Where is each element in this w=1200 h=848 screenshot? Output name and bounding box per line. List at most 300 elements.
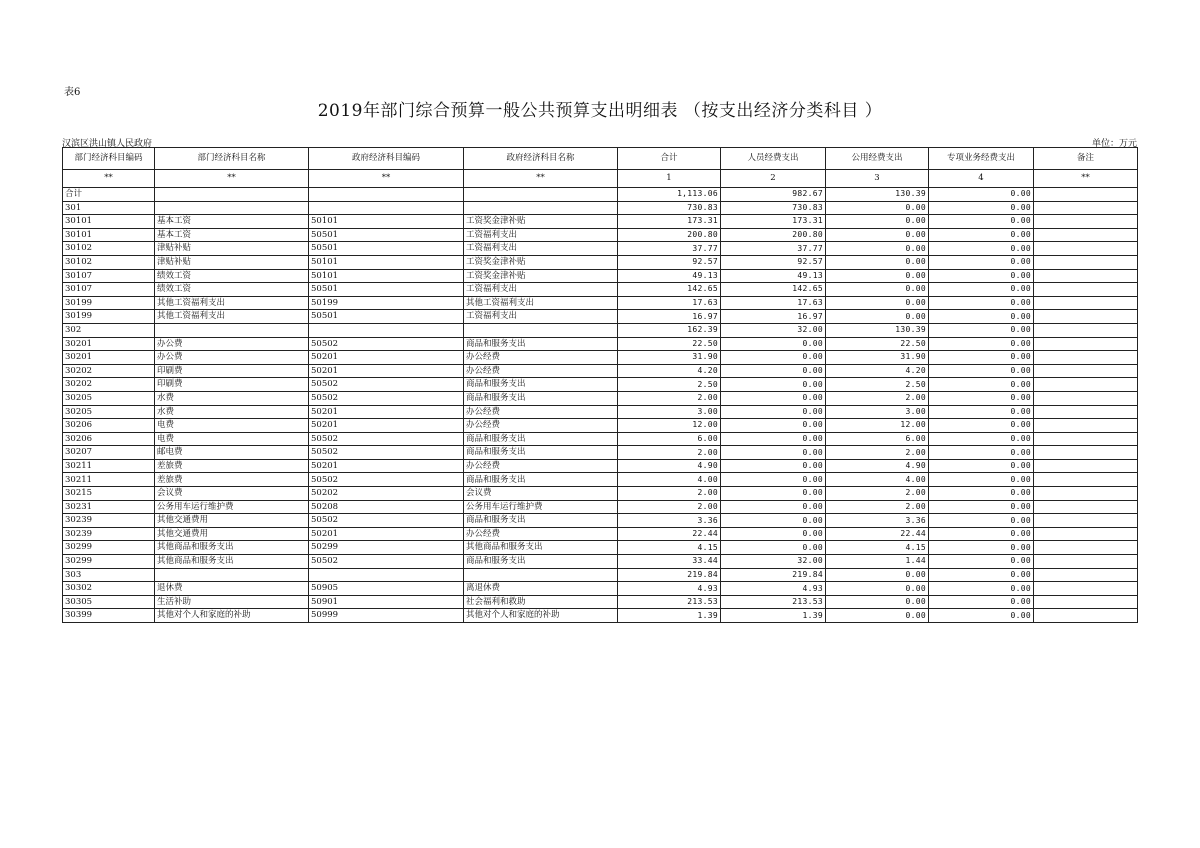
note-cell: [1034, 215, 1138, 229]
personnel-cell: 32.00: [721, 555, 826, 569]
note-cell: [1034, 527, 1138, 541]
note-cell: [1034, 473, 1138, 487]
personnel-cell: 173.31: [721, 215, 826, 229]
table-row: [63, 283, 1138, 297]
table-row: [63, 500, 1138, 514]
total-cell: 1.39: [618, 609, 721, 623]
gov-code-cell: 50201: [309, 351, 464, 365]
gov-name-cell: 办公经费: [464, 527, 618, 541]
personnel-cell: 0.00: [721, 378, 826, 392]
public-cell: 130.39: [826, 188, 929, 202]
gov-code-cell: 50201: [309, 459, 464, 473]
total-cell: 6.00: [618, 432, 721, 446]
gov-code-cell: 50201: [309, 527, 464, 541]
special-cell: 0.00: [929, 446, 1034, 460]
special-cell: 0.00: [929, 283, 1034, 297]
public-cell: 4.20: [826, 364, 929, 378]
dept-code-cell: 30199: [63, 296, 155, 310]
public-cell: 2.00: [826, 487, 929, 501]
personnel-cell: 0.00: [721, 500, 826, 514]
special-cell: 0.00: [929, 323, 1034, 337]
special-cell: 0.00: [929, 487, 1034, 501]
special-cell: 0.00: [929, 514, 1034, 528]
dept-name-cell: 办公费: [155, 337, 309, 351]
gov-name-cell: 商品和服务支出: [464, 514, 618, 528]
dept-name-cell: [155, 201, 309, 215]
gov-code-cell: 50501: [309, 283, 464, 297]
dept-name-cell: 邮电费: [155, 446, 309, 460]
total-cell: 22.44: [618, 527, 721, 541]
total-cell: 173.31: [618, 215, 721, 229]
dept-code-cell: 30399: [63, 609, 155, 623]
dept-code-cell: 30299: [63, 555, 155, 569]
table-row: [63, 269, 1138, 283]
column-index: **: [1034, 170, 1138, 188]
total-cell: 92.57: [618, 255, 721, 269]
personnel-cell: 0.00: [721, 514, 826, 528]
gov-name-cell: 工资奖金津补贴: [464, 269, 618, 283]
table-row: [63, 337, 1138, 351]
total-cell: 213.53: [618, 595, 721, 609]
table-row: [63, 255, 1138, 269]
total-cell: 2.00: [618, 446, 721, 460]
personnel-cell: 0.00: [721, 364, 826, 378]
dept-code-cell: 30202: [63, 364, 155, 378]
column-index: 3: [826, 170, 929, 188]
total-cell: 162.39: [618, 323, 721, 337]
gov-name-cell: 商品和服务支出: [464, 378, 618, 392]
note-cell: [1034, 582, 1138, 596]
table-row: [63, 364, 1138, 378]
special-cell: 0.00: [929, 419, 1034, 433]
dept-name-cell: 其他工资福利支出: [155, 296, 309, 310]
special-cell: 0.00: [929, 201, 1034, 215]
total-cell: 16.97: [618, 310, 721, 324]
table-row: [63, 446, 1138, 460]
special-cell: 0.00: [929, 364, 1034, 378]
budget-detail-table: [62, 147, 1138, 623]
note-cell: [1034, 514, 1138, 528]
dept-name-cell: 绩效工资: [155, 283, 309, 297]
personnel-cell: 142.65: [721, 283, 826, 297]
gov-code-cell: [309, 323, 464, 337]
note-cell: [1034, 391, 1138, 405]
personnel-cell: 0.00: [721, 432, 826, 446]
table-row: [63, 242, 1138, 256]
dept-code-cell: 30107: [63, 283, 155, 297]
table-row: [63, 459, 1138, 473]
special-cell: 0.00: [929, 378, 1034, 392]
personnel-cell: 982.67: [721, 188, 826, 202]
gov-code-cell: 50501: [309, 242, 464, 256]
note-cell: [1034, 446, 1138, 460]
gov-name-cell: 商品和服务支出: [464, 432, 618, 446]
table-row: [63, 595, 1138, 609]
gov-name-cell: 工资奖金津补贴: [464, 215, 618, 229]
note-cell: [1034, 364, 1138, 378]
gov-name-cell: 办公经费: [464, 419, 618, 433]
table-row: [63, 527, 1138, 541]
dept-code-cell: 30211: [63, 459, 155, 473]
special-cell: 0.00: [929, 242, 1034, 256]
total-cell: 4.93: [618, 582, 721, 596]
column-index-row: [63, 170, 1138, 188]
dept-name-cell: 其他商品和服务支出: [155, 541, 309, 555]
gov-code-cell: 50502: [309, 337, 464, 351]
special-cell: 0.00: [929, 337, 1034, 351]
dept-name-cell: 水费: [155, 391, 309, 405]
public-cell: 3.00: [826, 405, 929, 419]
public-cell: 0.00: [826, 310, 929, 324]
gov-name-cell: 其他工资福利支出: [464, 296, 618, 310]
note-cell: [1034, 337, 1138, 351]
column-header: 人员经费支出: [721, 148, 826, 170]
gov-name-cell: 工资福利支出: [464, 242, 618, 256]
public-cell: 0.00: [826, 609, 929, 623]
table-row: [63, 310, 1138, 324]
gov-code-cell: [309, 188, 464, 202]
total-cell: 31.90: [618, 351, 721, 365]
gov-code-cell: 50502: [309, 514, 464, 528]
note-cell: [1034, 228, 1138, 242]
dept-code-cell: 30102: [63, 242, 155, 256]
total-cell: 37.77: [618, 242, 721, 256]
dept-code-cell: 30206: [63, 432, 155, 446]
special-cell: 0.00: [929, 459, 1034, 473]
note-cell: [1034, 419, 1138, 433]
special-cell: 0.00: [929, 310, 1034, 324]
gov-name-cell: 商品和服务支出: [464, 555, 618, 569]
dept-name-cell: 会议费: [155, 487, 309, 501]
column-index: 2: [721, 170, 826, 188]
personnel-cell: 37.77: [721, 242, 826, 256]
table-row: [63, 568, 1138, 582]
dept-code-cell: 30239: [63, 527, 155, 541]
public-cell: 2.50: [826, 378, 929, 392]
personnel-cell: 0.00: [721, 391, 826, 405]
total-cell: 3.00: [618, 405, 721, 419]
dept-name-cell: 绩效工资: [155, 269, 309, 283]
dept-code-cell: 303: [63, 568, 155, 582]
public-cell: 0.00: [826, 269, 929, 283]
public-cell: 4.15: [826, 541, 929, 555]
table-row: [63, 405, 1138, 419]
dept-name-cell: 差旅费: [155, 473, 309, 487]
special-cell: 0.00: [929, 228, 1034, 242]
special-cell: 0.00: [929, 541, 1034, 555]
public-cell: 0.00: [826, 201, 929, 215]
note-cell: [1034, 487, 1138, 501]
gov-name-cell: [464, 188, 618, 202]
column-header: 政府经济科目编码: [309, 148, 464, 170]
special-cell: 0.00: [929, 609, 1034, 623]
total-cell: 200.80: [618, 228, 721, 242]
note-cell: [1034, 541, 1138, 555]
dept-code-cell: 30231: [63, 500, 155, 514]
table-row: [63, 487, 1138, 501]
special-cell: 0.00: [929, 188, 1034, 202]
total-cell: 142.65: [618, 283, 721, 297]
personnel-cell: 92.57: [721, 255, 826, 269]
public-cell: 0.00: [826, 215, 929, 229]
special-cell: 0.00: [929, 582, 1034, 596]
personnel-cell: 0.00: [721, 419, 826, 433]
personnel-cell: 219.84: [721, 568, 826, 582]
note-cell: [1034, 378, 1138, 392]
table-row: [63, 188, 1138, 202]
gov-code-cell: 50501: [309, 310, 464, 324]
dept-name-cell: 公务用车运行维护费: [155, 500, 309, 514]
gov-name-cell: 工资福利支出: [464, 310, 618, 324]
gov-code-cell: 50101: [309, 215, 464, 229]
column-header: 合计: [618, 148, 721, 170]
personnel-cell: 0.00: [721, 351, 826, 365]
gov-name-cell: 办公经费: [464, 351, 618, 365]
total-cell: 33.44: [618, 555, 721, 569]
table-number: 表6: [64, 87, 81, 98]
gov-code-cell: 50502: [309, 391, 464, 405]
dept-code-cell: 30207: [63, 446, 155, 460]
dept-name-cell: [155, 568, 309, 582]
public-cell: 2.00: [826, 391, 929, 405]
personnel-cell: 0.00: [721, 473, 826, 487]
dept-name-cell: 基本工资: [155, 215, 309, 229]
note-cell: [1034, 242, 1138, 256]
public-cell: 0.00: [826, 568, 929, 582]
table-row: [63, 296, 1138, 310]
currency-unit-label: 单位：万元: [1091, 139, 1137, 149]
dept-code-cell: 30107: [63, 269, 155, 283]
dept-name-cell: 电费: [155, 419, 309, 433]
gov-code-cell: 50208: [309, 500, 464, 514]
note-cell: [1034, 201, 1138, 215]
dept-code-cell: 30206: [63, 419, 155, 433]
table-row: [63, 541, 1138, 555]
public-cell: 0.00: [826, 228, 929, 242]
public-cell: 0.00: [826, 296, 929, 310]
table-row: [63, 378, 1138, 392]
gov-code-cell: 50201: [309, 364, 464, 378]
table-row: [63, 514, 1138, 528]
dept-code-cell: 30305: [63, 595, 155, 609]
column-index: 1: [618, 170, 721, 188]
gov-name-cell: 商品和服务支出: [464, 473, 618, 487]
total-cell: 2.00: [618, 391, 721, 405]
dept-name-cell: 电费: [155, 432, 309, 446]
public-cell: 22.44: [826, 527, 929, 541]
column-index: **: [309, 170, 464, 188]
personnel-cell: 17.63: [721, 296, 826, 310]
gov-name-cell: 办公经费: [464, 405, 618, 419]
dept-name-cell: 印刷费: [155, 364, 309, 378]
total-cell: 12.00: [618, 419, 721, 433]
public-cell: 2.00: [826, 500, 929, 514]
public-cell: 130.39: [826, 323, 929, 337]
table-row: [63, 323, 1138, 337]
total-cell: 2.00: [618, 500, 721, 514]
gov-code-cell: 50199: [309, 296, 464, 310]
column-header: 公用经费支出: [826, 148, 929, 170]
total-cell: 3.36: [618, 514, 721, 528]
gov-code-cell: 50101: [309, 255, 464, 269]
public-cell: 4.90: [826, 459, 929, 473]
public-cell: 12.00: [826, 419, 929, 433]
gov-name-cell: 离退休费: [464, 582, 618, 596]
public-cell: 1.44: [826, 555, 929, 569]
gov-code-cell: 50905: [309, 582, 464, 596]
public-cell: 22.50: [826, 337, 929, 351]
gov-code-cell: [309, 201, 464, 215]
gov-code-cell: 50502: [309, 432, 464, 446]
note-cell: [1034, 351, 1138, 365]
dept-code-cell: 30205: [63, 391, 155, 405]
special-cell: 0.00: [929, 296, 1034, 310]
dept-code-cell: 301: [63, 201, 155, 215]
gov-code-cell: 50901: [309, 595, 464, 609]
gov-name-cell: [464, 568, 618, 582]
special-cell: 0.00: [929, 269, 1034, 283]
special-cell: 0.00: [929, 500, 1034, 514]
table-row: [63, 473, 1138, 487]
note-cell: [1034, 255, 1138, 269]
total-cell: 730.83: [618, 201, 721, 215]
table-row: [63, 201, 1138, 215]
dept-code-cell: 30101: [63, 228, 155, 242]
gov-code-cell: 50101: [309, 269, 464, 283]
personnel-cell: 0.00: [721, 487, 826, 501]
gov-code-cell: 50502: [309, 378, 464, 392]
note-cell: [1034, 568, 1138, 582]
total-cell: 1,113.06: [618, 188, 721, 202]
dept-name-cell: 退休费: [155, 582, 309, 596]
gov-name-cell: 其他对个人和家庭的补助: [464, 609, 618, 623]
total-cell: 49.13: [618, 269, 721, 283]
public-cell: 4.00: [826, 473, 929, 487]
note-cell: [1034, 459, 1138, 473]
page-title: 2019年部门综合预算一般公共预算支出明细表 （按支出经济分类科目 ）: [317, 101, 883, 121]
gov-code-cell: 50501: [309, 228, 464, 242]
public-cell: 0.00: [826, 255, 929, 269]
note-cell: [1034, 432, 1138, 446]
public-cell: 0.00: [826, 242, 929, 256]
column-header: 备注: [1034, 148, 1138, 170]
public-cell: 0.00: [826, 283, 929, 297]
public-cell: 2.00: [826, 446, 929, 460]
note-cell: [1034, 323, 1138, 337]
dept-name-cell: 其他工资福利支出: [155, 310, 309, 324]
dept-code-cell: 30302: [63, 582, 155, 596]
column-index: **: [63, 170, 155, 188]
special-cell: 0.00: [929, 405, 1034, 419]
column-index: 4: [929, 170, 1034, 188]
note-cell: [1034, 405, 1138, 419]
column-header: 专项业务经费支出: [929, 148, 1034, 170]
column-header: 政府经济科目名称: [464, 148, 618, 170]
dept-name-cell: 办公费: [155, 351, 309, 365]
table-row: [63, 609, 1138, 623]
total-cell: 4.20: [618, 364, 721, 378]
gov-code-cell: 50299: [309, 541, 464, 555]
note-cell: [1034, 269, 1138, 283]
total-cell: 4.00: [618, 473, 721, 487]
dept-name-cell: 差旅费: [155, 459, 309, 473]
dept-name-cell: [155, 323, 309, 337]
gov-code-cell: 50201: [309, 419, 464, 433]
total-cell: 2.00: [618, 487, 721, 501]
personnel-cell: 4.93: [721, 582, 826, 596]
gov-name-cell: 商品和服务支出: [464, 446, 618, 460]
personnel-cell: 16.97: [721, 310, 826, 324]
dept-name-cell: 其他商品和服务支出: [155, 555, 309, 569]
gov-name-cell: 商品和服务支出: [464, 337, 618, 351]
special-cell: 0.00: [929, 432, 1034, 446]
dept-code-cell: 30201: [63, 351, 155, 365]
gov-code-cell: 50502: [309, 555, 464, 569]
note-cell: [1034, 283, 1138, 297]
total-cell: 219.84: [618, 568, 721, 582]
note-cell: [1034, 595, 1138, 609]
table-row: [63, 351, 1138, 365]
gov-code-cell: 50502: [309, 446, 464, 460]
personnel-cell: 0.00: [721, 405, 826, 419]
dept-code-cell: 302: [63, 323, 155, 337]
gov-name-cell: 其他商品和服务支出: [464, 541, 618, 555]
dept-code-cell: 30239: [63, 514, 155, 528]
dept-name-cell: [155, 188, 309, 202]
dept-name-cell: 津贴补贴: [155, 242, 309, 256]
personnel-cell: 200.80: [721, 228, 826, 242]
note-cell: [1034, 188, 1138, 202]
column-index: **: [155, 170, 309, 188]
gov-name-cell: 工资福利支出: [464, 283, 618, 297]
dept-name-cell: 津贴补贴: [155, 255, 309, 269]
column-index: **: [464, 170, 618, 188]
gov-name-cell: 工资奖金津补贴: [464, 255, 618, 269]
table-header-row: [63, 148, 1138, 170]
note-cell: [1034, 609, 1138, 623]
gov-name-cell: 工资福利支出: [464, 228, 618, 242]
dept-name-cell: 基本工资: [155, 228, 309, 242]
personnel-cell: 0.00: [721, 459, 826, 473]
total-cell: 4.15: [618, 541, 721, 555]
gov-name-cell: 商品和服务支出: [464, 391, 618, 405]
organization-name: 汉滨区洪山镇人民政府: [62, 139, 153, 149]
gov-code-cell: [309, 568, 464, 582]
personnel-cell: 0.00: [721, 527, 826, 541]
dept-name-cell: 印刷费: [155, 378, 309, 392]
table-row: [63, 432, 1138, 446]
dept-name-cell: 其他交通费用: [155, 514, 309, 528]
dept-name-cell: 生活补助: [155, 595, 309, 609]
dept-code-cell: 30205: [63, 405, 155, 419]
gov-name-cell: 办公经费: [464, 459, 618, 473]
personnel-cell: 49.13: [721, 269, 826, 283]
gov-code-cell: 50202: [309, 487, 464, 501]
column-header: 部门经济科目名称: [155, 148, 309, 170]
public-cell: 0.00: [826, 595, 929, 609]
personnel-cell: 32.00: [721, 323, 826, 337]
dept-code-cell: 合计: [63, 188, 155, 202]
table-row: [63, 419, 1138, 433]
dept-code-cell: 30202: [63, 378, 155, 392]
dept-code-cell: 30199: [63, 310, 155, 324]
total-cell: 2.50: [618, 378, 721, 392]
gov-code-cell: 50999: [309, 609, 464, 623]
special-cell: 0.00: [929, 568, 1034, 582]
gov-name-cell: 社会福利和救助: [464, 595, 618, 609]
note-cell: [1034, 310, 1138, 324]
gov-name-cell: 公务用车运行维护费: [464, 500, 618, 514]
